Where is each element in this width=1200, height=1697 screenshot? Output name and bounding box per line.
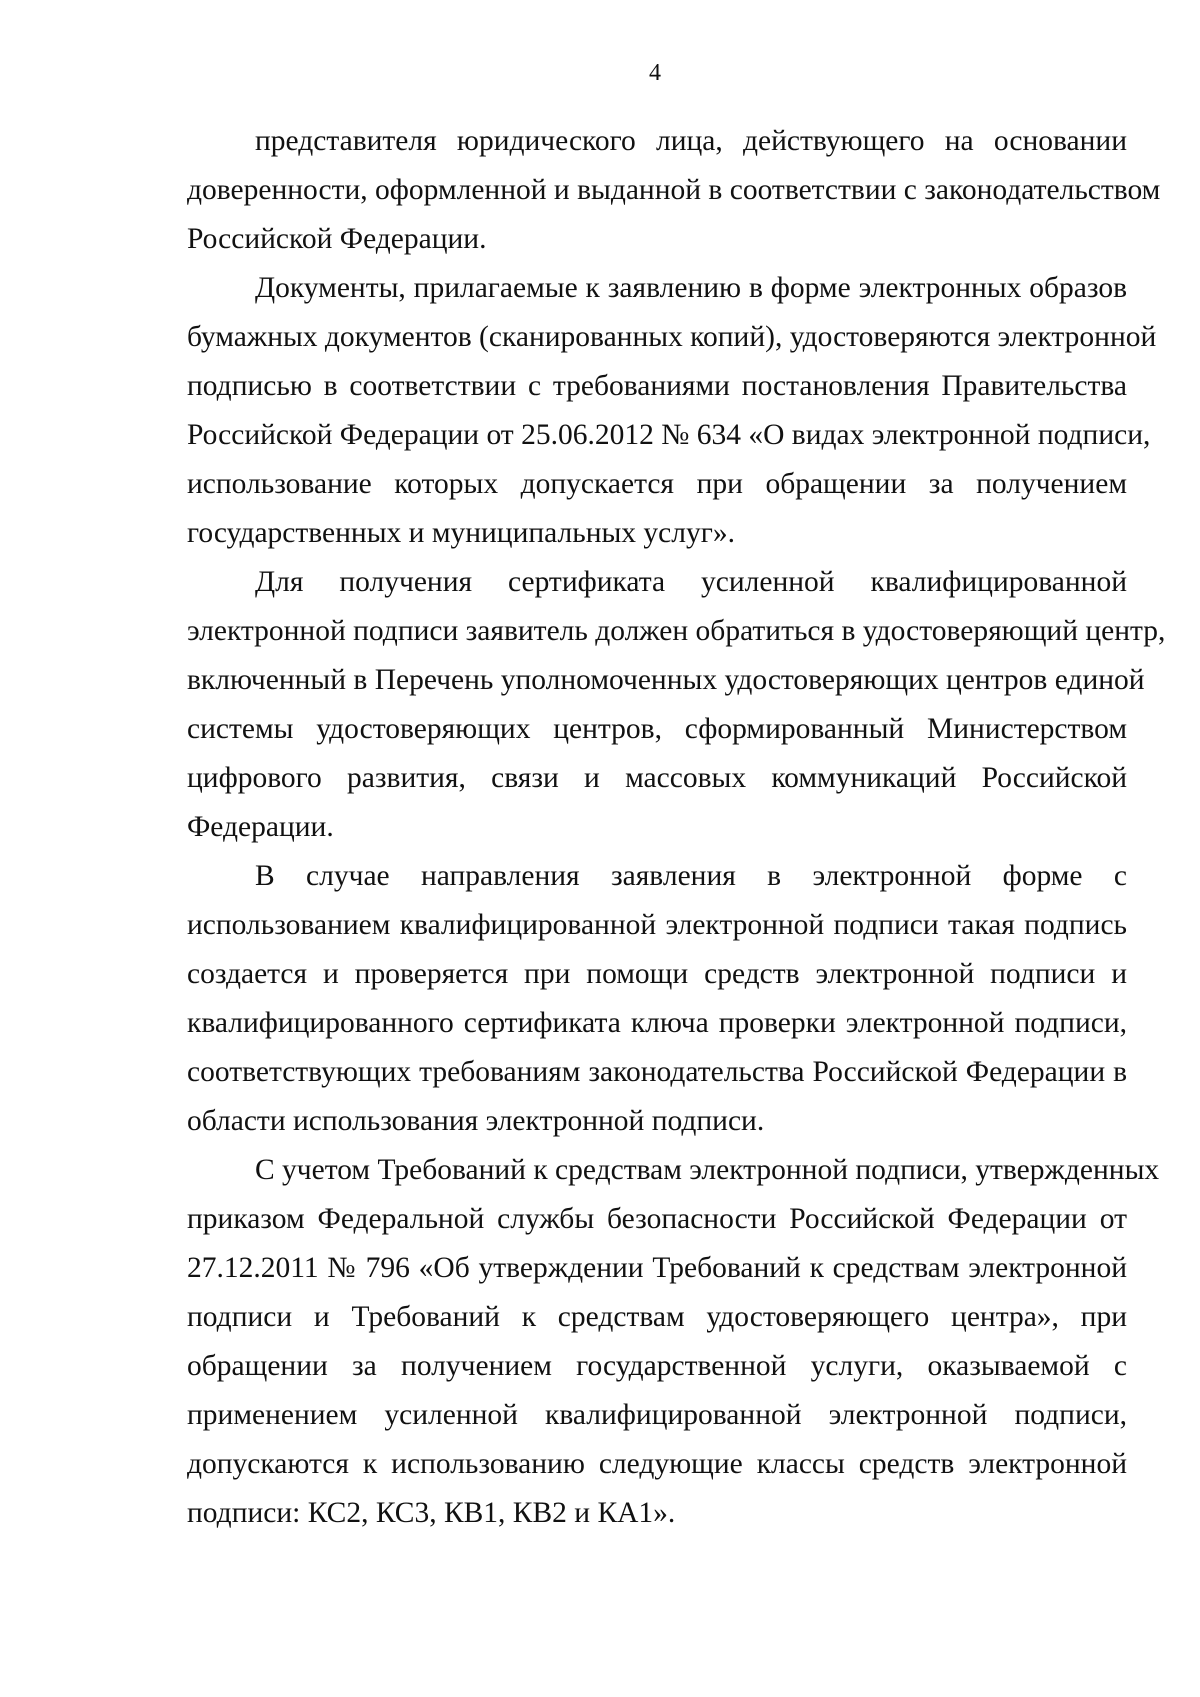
paragraph-1 [187, 117, 1161, 264]
text-line: использование которых допускается при обращении за получением [187, 468, 1127, 500]
text-line: включенный в Перечень уполномоченных удостоверяющих центров единой [187, 664, 1145, 696]
text-line: В случае направления заявления в электронной форме с [255, 860, 1127, 892]
text-line: подписью в соответствии с требованиями постановления Правительства [187, 370, 1127, 402]
text-line: 27.12.2011 № 796 «Об утверждении Требований к средствам электронной [187, 1252, 1127, 1284]
text-line: бумажных документов (сканированных копий), удостоверяются электронной [187, 321, 1157, 353]
text-line: использованием квалифицированной электронной подписи такая подпись [187, 909, 1127, 941]
paragraph-3 [187, 558, 1166, 852]
text-line: электронной подписи заявитель должен обратиться в удостоверяющий центр, [187, 615, 1166, 647]
page-number: 4 [649, 60, 661, 86]
text-line: квалифицированного сертификата ключа проверки электронной подписи, [187, 1007, 1127, 1039]
text-line: обращении за получением государственной услуги, оказываемой с [187, 1350, 1127, 1382]
text-line: соответствующих требованиям законодательства Российской Федерации в [187, 1056, 1127, 1088]
document-body [187, 117, 1166, 1538]
paragraph-4 [187, 852, 1127, 1146]
text-line: подписи и Требований к средствам удостоверяющего центра», при [187, 1301, 1127, 1333]
text-line: подписи: КС2, КС3, КВ1, КВ2 и КА1». [187, 1497, 676, 1529]
text-line: представителя юридического лица, действующего на основании [255, 125, 1127, 157]
text-line: Российской Федерации от 25.06.2012 № 634 «О видах электронной подписи, [187, 419, 1151, 451]
text-line: Федерации. [187, 811, 334, 843]
text-line: Российской Федерации. [187, 223, 487, 255]
text-line: применением усиленной квалифицированной электронной подписи, [187, 1399, 1127, 1431]
text-line: приказом Федеральной службы безопасности Российской Федерации от [187, 1203, 1127, 1235]
text-line: системы удостоверяющих центров, сформированный Министерством [187, 713, 1127, 745]
paragraph-5 [187, 1146, 1160, 1538]
text-line: цифрового развития, связи и массовых коммуникаций Российской [187, 762, 1127, 794]
text-line: С учетом Требований к средствам электронной подписи, утвержденных [255, 1154, 1160, 1186]
text-line: государственных и муниципальных услуг». [187, 517, 735, 549]
paragraph-2 [187, 264, 1157, 558]
text-line: допускаются к использованию следующие классы средств электронной [187, 1448, 1127, 1480]
text-line: области использования электронной подписи. [187, 1105, 765, 1137]
text-line: доверенности, оформленной и выданной в соответствии с законодательством [187, 174, 1161, 206]
text-line: Документы, прилагаемые к заявлению в форме электронных образов [255, 272, 1127, 304]
text-line: Для получения сертификата усиленной квалифицированной [255, 566, 1127, 598]
text-line: создается и проверяется при помощи средств электронной подписи и [187, 958, 1127, 990]
